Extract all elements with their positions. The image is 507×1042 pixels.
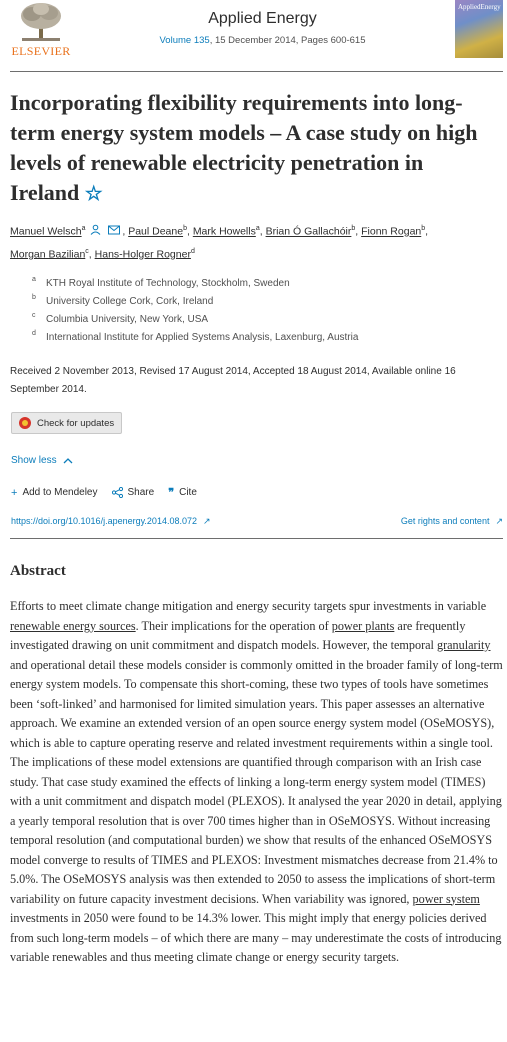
author-name[interactable]: Mark Howells xyxy=(192,225,256,238)
author-affiliation-sup: c xyxy=(85,247,89,255)
affiliation-item xyxy=(32,310,492,328)
quote-icon: ❞ xyxy=(168,487,175,499)
affiliation-text: International Institute for Applied Systems Analysis, Laxenburg, Austria xyxy=(46,331,359,343)
article-title xyxy=(10,88,490,209)
doi-text: https://doi.org/10.1016/j.apenergy.2014.08.072 xyxy=(11,516,197,526)
affiliation-label: a xyxy=(32,275,36,283)
external-link-icon: ↗ xyxy=(202,516,211,526)
affiliation-text: KTH Royal Institute of Technology, Stockholm, Sweden xyxy=(46,277,290,289)
cite-button[interactable] xyxy=(168,486,197,499)
journal-header xyxy=(10,0,503,72)
show-less-label: Show less xyxy=(11,455,57,466)
abstract-heading: Abstract xyxy=(10,563,66,579)
author-affiliation-sup: b xyxy=(183,225,187,232)
check-updates-label: Check for updates xyxy=(37,417,115,429)
add-mendeley-label: Add to Mendeley xyxy=(22,487,98,498)
doi-link[interactable] xyxy=(11,516,211,527)
abstract-text-segment: investments in 2050 were found to be 14.3% lower. This might imply that energy policies derived from such long-term models – of which there are many – may underestimate the costs of introducing variable renewables and thus meeting climate change or energy security targets. xyxy=(10,911,502,964)
author-affiliation-sup: a xyxy=(81,225,86,232)
abstract-paragraph xyxy=(10,597,503,968)
check-updates-icon xyxy=(18,416,32,430)
cite-label: Cite xyxy=(179,487,197,498)
share-icon xyxy=(112,487,123,498)
affiliation-label: c xyxy=(32,311,36,319)
abstract-text-segment: are frequently investigated drawing on unit commitment and dispatch models. However, the temporal xyxy=(10,618,466,652)
chevron-up-icon xyxy=(63,457,73,464)
author-name[interactable]: Hans-Holger Rogner xyxy=(94,248,191,261)
star-icon[interactable]: ☆ xyxy=(84,183,103,205)
author-name[interactable]: Fionn Rogan xyxy=(361,225,422,238)
author-name[interactable]: Morgan Bazilian xyxy=(10,248,86,261)
journal-title[interactable]: Applied Energy xyxy=(208,10,317,27)
topic-link[interactable]: granularity xyxy=(437,638,491,652)
journal-cover-image[interactable] xyxy=(455,0,503,58)
affiliation-label: b xyxy=(32,293,36,301)
doi-row xyxy=(10,506,503,539)
author-name[interactable]: Paul Deane xyxy=(128,225,184,238)
share-label: Share xyxy=(127,487,155,498)
article-history: Received 2 November 2013, Revised 17 August 2014, Accepted 18 August 2014, Available online 16 September 2014. xyxy=(10,366,456,395)
external-link-icon: ↗ xyxy=(495,516,503,526)
topic-link[interactable]: power plants xyxy=(331,618,395,633)
topic-link[interactable]: renewable energy sources xyxy=(10,618,136,633)
volume-link[interactable]: Volume 135 xyxy=(159,35,210,46)
author-name[interactable]: Brian Ó Gallachóir xyxy=(265,225,352,238)
abstract-text-segment: . Their implications for the operation of xyxy=(135,618,332,633)
affiliation-item xyxy=(32,328,492,346)
journal-volume-info xyxy=(110,35,415,46)
author-affiliation-sup: d xyxy=(190,247,195,255)
author-name[interactable]: Manuel Welsch xyxy=(10,225,82,238)
cover-title: AppliedEnergy xyxy=(458,3,501,11)
affiliation-text: Columbia University, New York, USA xyxy=(46,313,209,325)
author-list: Manuel Welsch$^a$ , Paul Deane$^b$, Mark Howells$^a$, Brian Ó Gallachóir$^b$, Fionn Rogan$^b$, Morgan Bazilian$^c$, Hans-Holger Rogner$^d$ xyxy=(10,219,500,264)
author-affiliation-sup: b xyxy=(351,225,356,232)
issue-pages: , 15 December 2014, Pages 600-615 xyxy=(209,35,366,46)
affiliation-item xyxy=(32,292,492,310)
check-for-updates-button[interactable] xyxy=(11,412,122,434)
author-affiliation-sup: b xyxy=(421,225,426,232)
affiliation-label: d xyxy=(32,329,36,337)
affiliation-text: University College Cork, Cork, Ireland xyxy=(46,295,214,307)
affiliation-list xyxy=(32,274,492,346)
article-actions xyxy=(11,486,211,499)
person-icon[interactable] xyxy=(90,222,101,242)
elsevier-wordmark: ELSEVIER xyxy=(11,44,71,58)
elsevier-logo[interactable] xyxy=(10,2,72,60)
abstract-text-segment: Efforts to meet climate change mitigation and energy security targets spur investments in variable xyxy=(10,599,487,613)
author-affiliation-sup: a xyxy=(255,225,260,232)
elsevier-tree-icon xyxy=(18,2,64,42)
rights-link[interactable] xyxy=(401,516,503,527)
topic-link[interactable]: power system xyxy=(412,891,480,906)
abstract-text-segment: and operational detail these models consider is commonly omitted in the broader family of long-term energy system models. To compensate this short-coming, these two types of tools have sometimes been ‘soft-linked’ and harmonised for limited simulation years. This paper assesses an alternative approach. We examine an extended version of an open source energy system model (OSeMOSYS), which is able to capture operating reserve and related investment requirements within a single tool. The implications of these model extensions are quantified through comparison with an Irish case study. That case study examined the effects of linking a long-term energy system model (TIMES) with a unit commitment and dispatch model (PLEXOS). It analysed the year 2020 in detail, applying a yearly temporal resolution that is over 700 times higher than in OSeMOSYS. Without increasing temporal resolution (and computational burden) we show that results of the enhanced OSeMOSYS model converge to results of TIMES and PLEXOS: Investment mismatches decrease from 21.4% to 5.0%. The OSeMOSYS analysis was then extended to 2050 to assess the implications of short-term variability on future capacity investment decisions. When variability was ignored, xyxy=(10,657,503,906)
rights-text: Get rights and content xyxy=(400,516,490,526)
show-less-toggle[interactable] xyxy=(11,455,73,466)
add-to-mendeley-button[interactable] xyxy=(11,487,98,499)
article-title-text: Incorporating flexibility requirements into long-term energy system models – A case study on high levels of renewable electricity penetration in Ireland xyxy=(10,90,478,205)
share-button[interactable] xyxy=(112,487,155,498)
plus-icon: + xyxy=(11,486,18,499)
affiliation-item xyxy=(32,274,492,292)
email-icon[interactable] xyxy=(108,222,120,242)
